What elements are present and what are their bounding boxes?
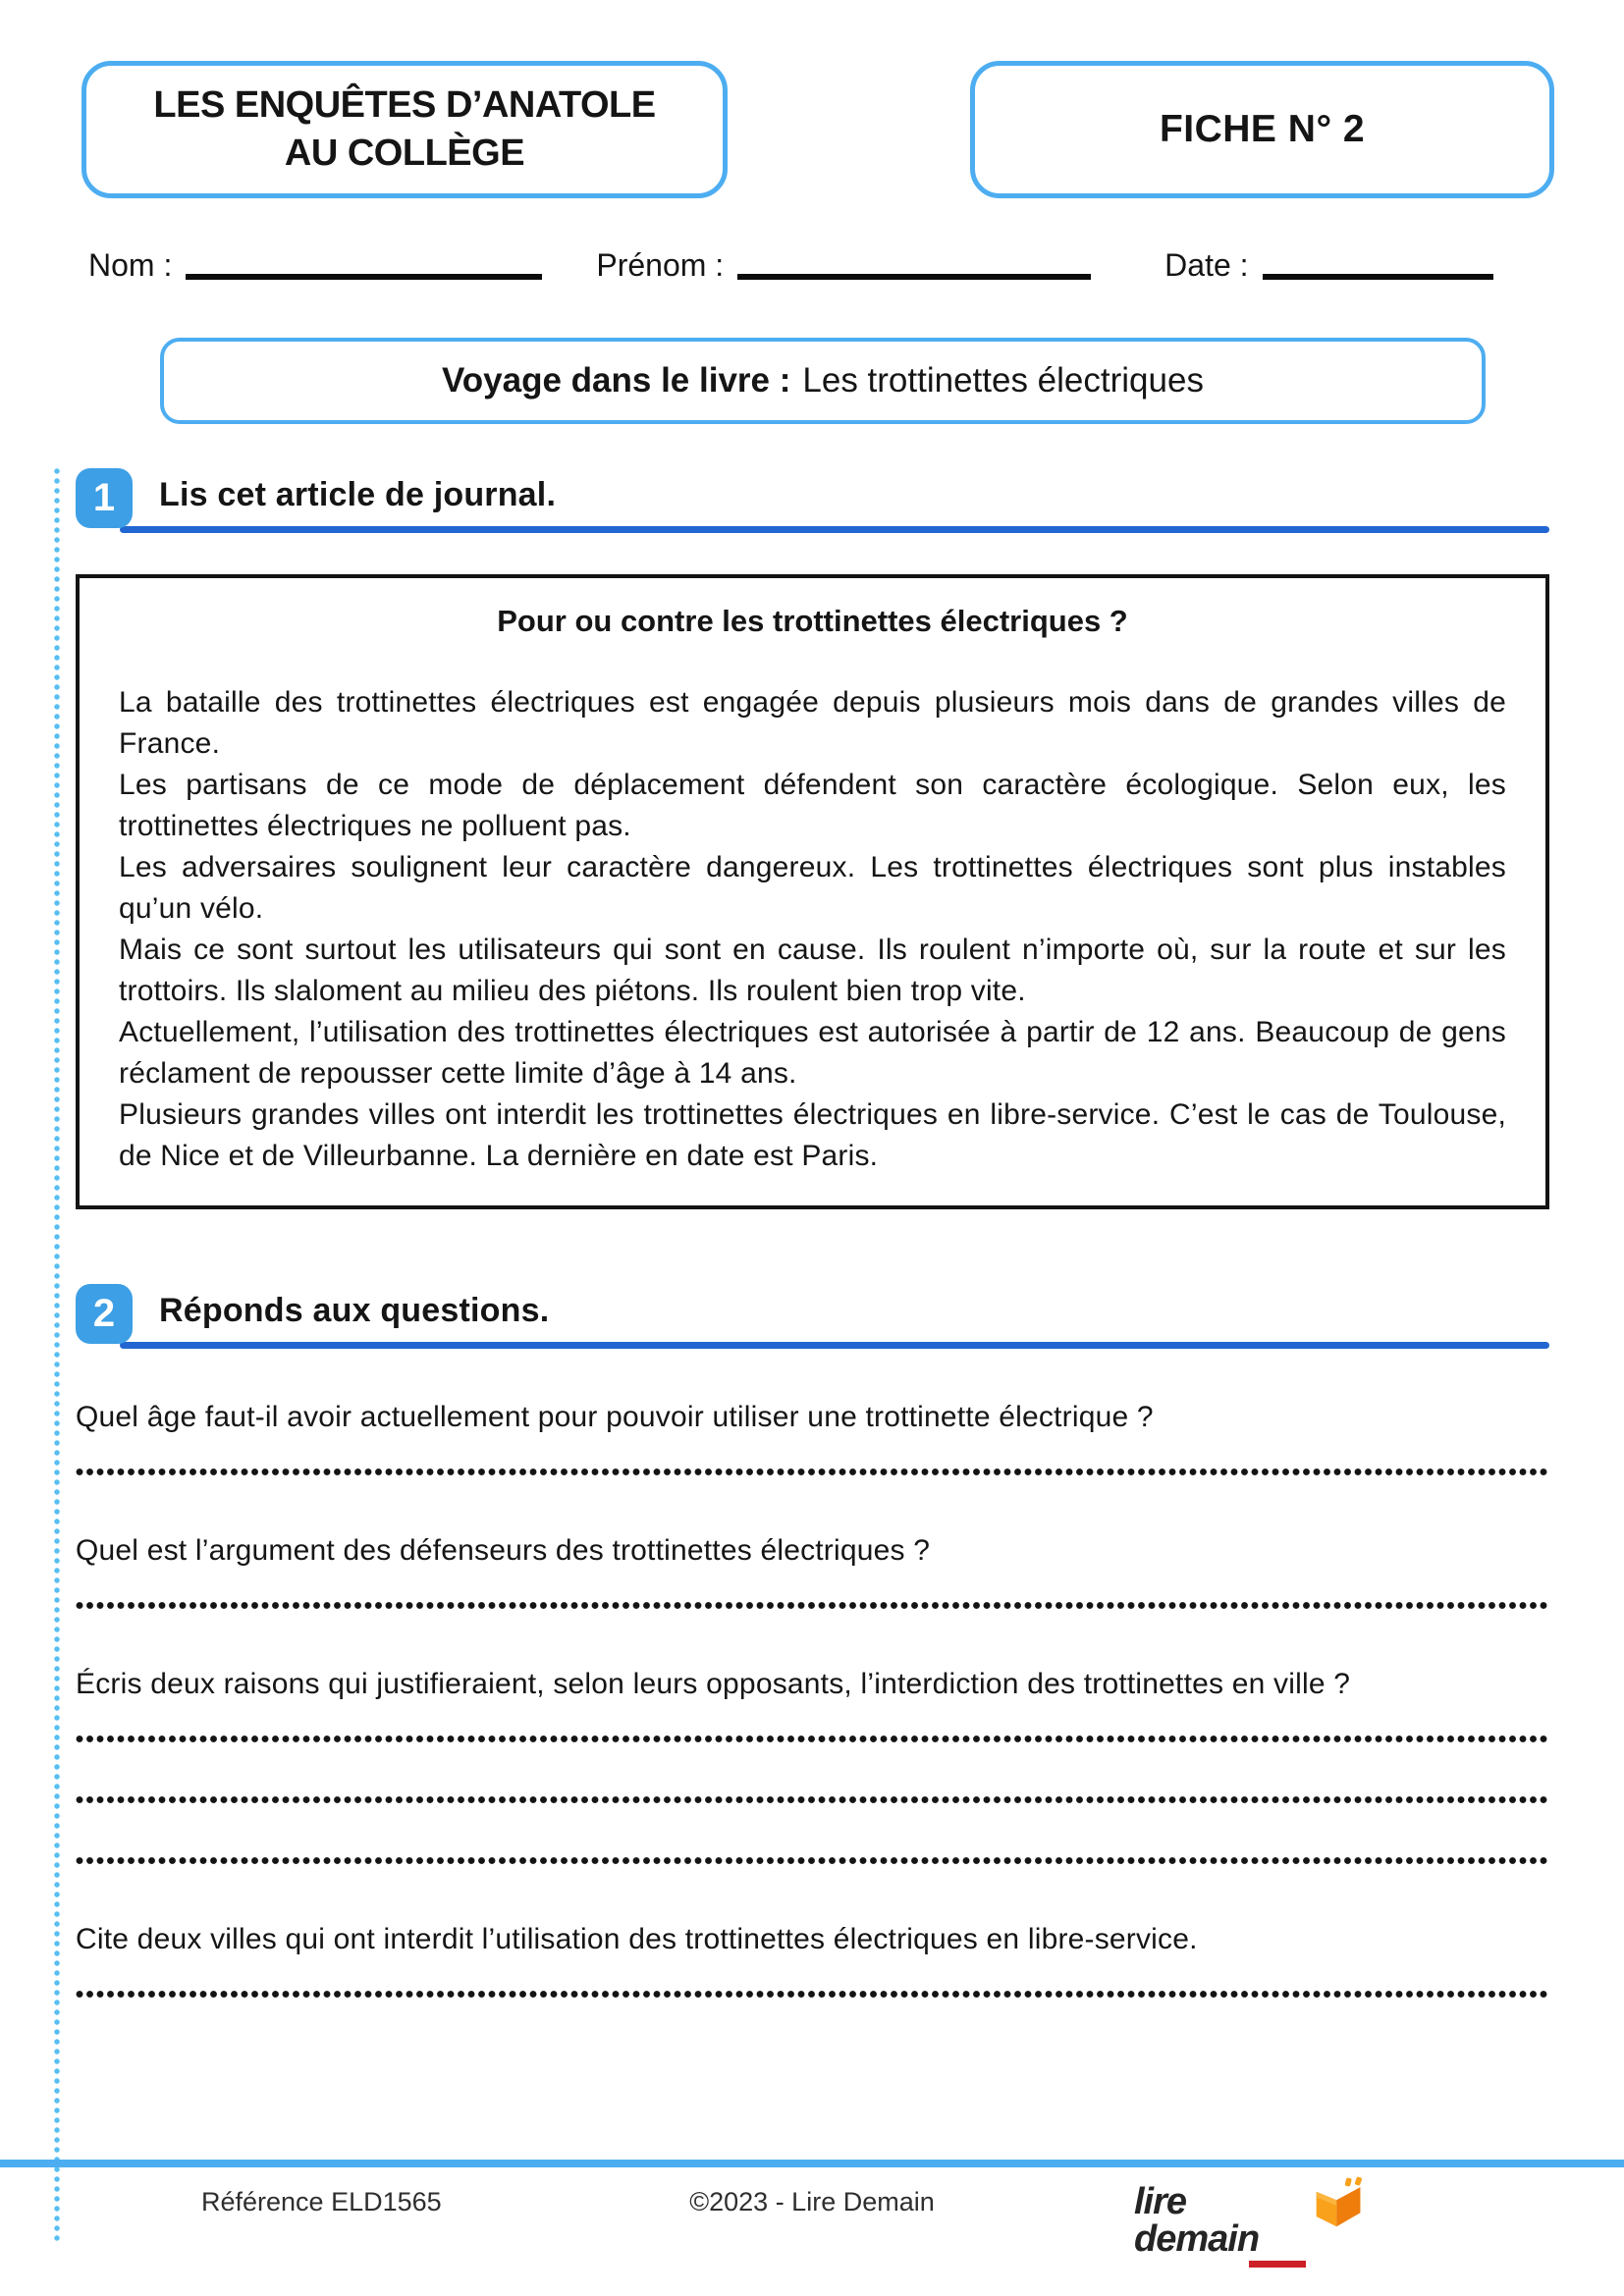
open-book-icon [1312, 2175, 1365, 2230]
article-title: Pour ou contre les trottinettes électriques ? [497, 604, 1128, 638]
name-label: Nom : [88, 247, 173, 283]
lesson-title-normal: Les trottinettes électriques [802, 361, 1204, 400]
name-input-line[interactable] [186, 274, 542, 280]
footer-separator-rule [0, 2160, 1624, 2167]
answer-dotted-line[interactable] [76, 1601, 1549, 1610]
series-title-box [81, 61, 728, 198]
sheet-number-box [970, 61, 1554, 198]
logo-text-column [1134, 2183, 1308, 2268]
article-paragraph: Actuellement, l’utilisation des trottinettes électriques est autorisée à partir de 12 ans. Beaucoup de gens réclament de repousser cette limite d’âge à 14 ans. [119, 1016, 1506, 1090]
firstname-input-line[interactable] [737, 274, 1091, 280]
answer-dotted-line[interactable] [76, 1735, 1549, 1743]
section-1-header [76, 468, 1549, 529]
answer-dotted-line[interactable] [76, 1856, 1549, 1865]
left-margin-dashed-line [54, 468, 60, 2245]
article-paragraph: La bataille des trottinettes électriques est engagée depuis plusieurs mois dans de grandes villes de France. [119, 686, 1506, 760]
footer-reference: Référence ELD1565 [201, 2187, 442, 2216]
lesson-title-banner [160, 338, 1486, 424]
lesson-title-bold: Voyage dans le livre : [442, 361, 791, 400]
questions-area [76, 1398, 1549, 1999]
logo-wordmark: lire demain [1134, 2181, 1260, 2260]
article-paragraph: Les adversaires soulignent leur caractère dangereux. Les trottinettes électriques sont plus instables qu’un vélo. [119, 851, 1506, 925]
article-paragraph: Mais ce sont surtout les utilisateurs qui sont en cause. Ils roulent n’importe où, sur la route et sur les trottoirs. Ils slaloment au milieu des piétons. Ils roulent bien trop vite. [119, 934, 1506, 1007]
question-3: Écris deux raisons qui justifieraient, selon leurs opposants, l’interdiction des trottinettes en ville ? [76, 1668, 1351, 1700]
sheet-number: FICHE N° 2 [1159, 108, 1366, 150]
firstname-label: Prénom : [596, 247, 725, 283]
question-3-answer-lines [76, 1735, 1549, 1865]
answer-dotted-line[interactable] [76, 1468, 1549, 1476]
section-2-number-badge: 2 [76, 1284, 133, 1344]
footer-copyright: ©2023 - Lire Demain [689, 2187, 935, 2216]
question-2-answer-lines [76, 1601, 1549, 1610]
answer-dotted-line[interactable] [76, 1990, 1549, 1999]
section-1-number-badge: 1 [76, 468, 133, 528]
identity-row [88, 247, 1551, 288]
section-1-title: Lis cet article de journal. [159, 476, 557, 513]
question-1: Quel âge faut-il avoir actuellement pour pouvoir utiliser une trottinette électrique ? [76, 1401, 1154, 1433]
article-paragraph: Les partisans de ce mode de déplacement défendent son caractère écologique. Selon eux, les trottinettes électriques ne polluent pas. [119, 769, 1506, 842]
section-2-title: Réponds aux questions. [159, 1292, 550, 1329]
article-box [76, 574, 1549, 1209]
question-1-answer-lines [76, 1468, 1549, 1476]
series-title-line2: AU COLLÈGE [284, 133, 525, 174]
logo-tagline-mark [1249, 2261, 1306, 2268]
firstname-field [596, 247, 1164, 288]
question-2: Quel est l’argument des défenseurs des trottinettes électriques ? [76, 1534, 931, 1567]
section-1-rule [120, 526, 1549, 533]
date-field [1164, 247, 1492, 288]
answer-dotted-line[interactable] [76, 1795, 1549, 1804]
date-label: Date : [1164, 247, 1249, 283]
question-4: Cite deux villes qui ont interdit l’utilisation des trottinettes électriques en libre-service. [76, 1923, 1198, 1955]
section-2-rule [120, 1342, 1549, 1349]
article-paragraph: Plusieurs grandes villes ont interdit les trottinettes électriques en libre-service. C’est le cas de Toulouse, de Nice et de Villeurbanne. La dernière en date est Paris. [119, 1098, 1506, 1172]
lire-demain-logo [1134, 2175, 1365, 2268]
series-title-line1: LES ENQUÊTES D’ANATOLE [153, 83, 656, 126]
date-input-line[interactable] [1263, 274, 1493, 280]
question-4-answer-lines [76, 1990, 1549, 1999]
name-field [88, 247, 596, 288]
section-2-header [76, 1284, 1549, 1345]
series-title [153, 81, 655, 179]
